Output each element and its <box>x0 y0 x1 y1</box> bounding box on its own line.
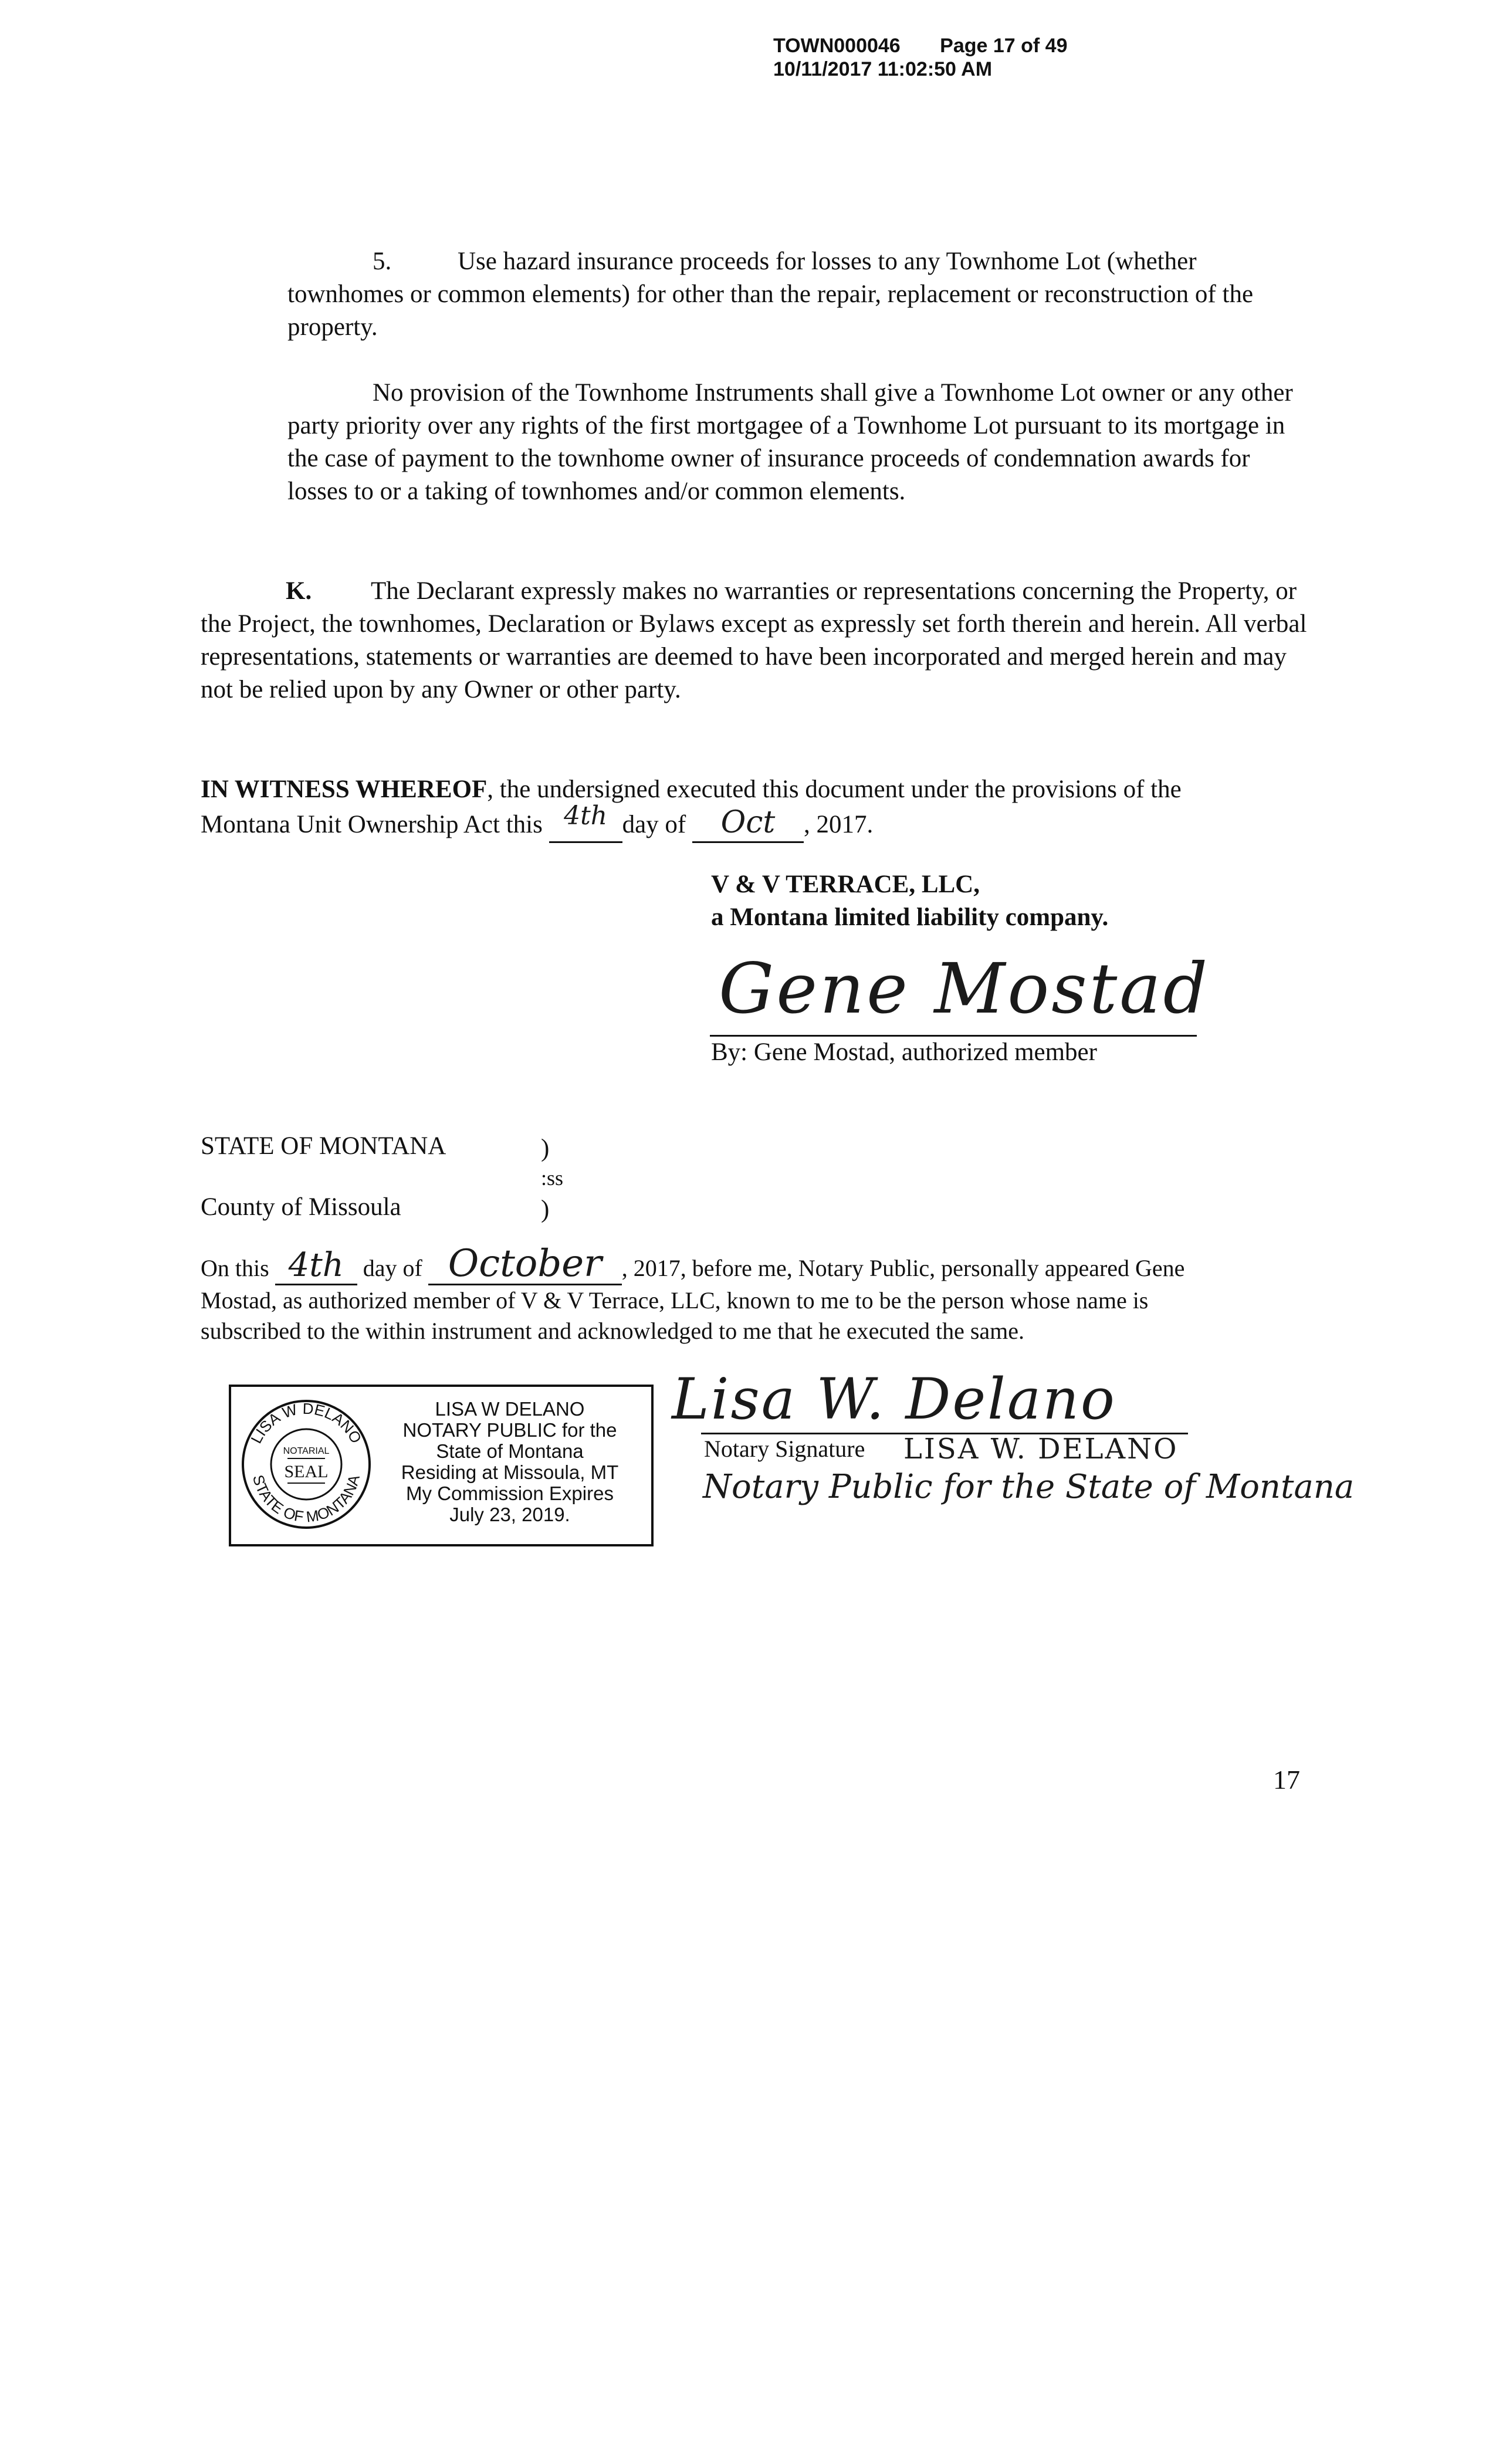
page-label: Page 17 of 49 <box>940 35 1068 57</box>
timestamp: 10/11/2017 11:02:50 AM <box>773 58 993 80</box>
witness-line1-rest: , the undersigned executed this document under the provisions of the <box>487 776 1182 803</box>
venue-paren-1: ) <box>541 1135 550 1162</box>
venue-county: County of Missoula <box>201 1193 401 1221</box>
stamp-notary-title: NOTARY PUBLIC for the <box>402 1419 617 1441</box>
ack-line1-rest: , 2017, before me, Notary Public, personally appeared Gene <box>621 1255 1185 1281</box>
notary-signature-label: Notary Signature <box>704 1436 865 1462</box>
venue-ss: :ss <box>541 1166 564 1190</box>
ack-day-blank <box>275 1246 357 1285</box>
seal-top-text: LISA W DELANO <box>247 1399 365 1447</box>
document-header <box>773 34 1184 81</box>
page-number: 17 <box>1273 1765 1300 1795</box>
ack-mid: day of <box>363 1255 422 1281</box>
seal-bottom-text: STATE OF MONTANA <box>249 1473 364 1526</box>
header-line-1 <box>773 34 1184 57</box>
stamp-notary-name: LISA W DELANO <box>435 1398 585 1420</box>
no-provision-paragraph <box>287 377 1308 508</box>
ack-line-1 <box>201 1242 1315 1285</box>
item-5-text: Use hazard insurance proceeds for losses to any Townhome Lot (whether townhomes or common elements) for other than the repair, replacement or reconstruction of the property. <box>287 248 1254 341</box>
ack-day-handwritten: 4th <box>288 1246 344 1284</box>
ack-line-3: subscribed to the within instrument and acknowledged to me that he executed the same. <box>201 1318 1025 1344</box>
no-provision-text: No provision of the Townhome Instruments shall give a Townhome Lot owner or any other party priority over any rights of the first mortgagee of a Townhome Lot pursuant to its mortgage in the case of payment to the townhome owner of insurance proceeds of condemnation awards for losses to or a taking of townhomes and/or common elements. <box>287 379 1293 505</box>
seal-notarial-text: NOTARIAL <box>283 1446 330 1456</box>
witness-month-blank <box>692 806 804 843</box>
item-5 <box>287 245 1308 344</box>
by-line: By: Gene Mostad, authorized member <box>711 1038 1097 1066</box>
witness-mid: day of <box>622 811 686 838</box>
document-id: TOWN000046 <box>773 35 901 57</box>
stamp-residing: Residing at Missoula, MT <box>401 1461 619 1483</box>
witness-day-blank <box>549 801 622 843</box>
witness-year: , 2017. <box>804 811 874 838</box>
ack-line-2: Mostad, as authorized member of V & V Terrace, LLC, known to me to be the person whose name is <box>201 1287 1149 1314</box>
witness-lead: IN WITNESS WHEREOF <box>201 776 488 803</box>
company-name: V & V TERRACE, LLC, <box>711 871 980 898</box>
stamp-commission: My Commission Expires <box>406 1483 614 1504</box>
section-k <box>201 575 1309 706</box>
witness-clause <box>201 773 1315 843</box>
signer-block <box>711 868 1298 934</box>
stamp-expires: July 23, 2019. <box>449 1504 570 1525</box>
notary-seal-icon <box>239 1397 373 1531</box>
gene-mostad-signature: Gene Mostad <box>719 948 1210 1029</box>
ack-month-handwritten: October <box>448 1242 602 1285</box>
witness-line-1 <box>201 773 1315 806</box>
seal-center-text: SEAL <box>284 1462 329 1481</box>
notary-stamp <box>229 1385 654 1546</box>
company-description: a Montana limited liability company. <box>711 903 1109 931</box>
acknowledgment <box>201 1242 1315 1346</box>
ack-pre: On this <box>201 1255 269 1281</box>
venue-state: STATE OF MONTANA <box>201 1132 446 1160</box>
notary-printed-name: LISA W. DELANO <box>903 1433 1179 1465</box>
stamp-notary-state: State of Montana <box>436 1440 584 1462</box>
ack-month-blank <box>428 1242 622 1285</box>
witness-line-2 <box>201 801 1315 843</box>
notary-handwritten-title: Notary Public for the State of Montana <box>703 1468 1355 1506</box>
witness-day-handwritten: 4th <box>564 801 608 831</box>
witness-month-handwritten: Oct <box>720 805 776 840</box>
witness-line2-pre: Montana Unit Ownership Act this <box>201 811 543 838</box>
item-5-number: 5. <box>373 248 392 275</box>
section-k-label: K. <box>286 577 312 605</box>
venue-paren-2: ) <box>541 1196 550 1223</box>
section-k-text: The Declarant expressly makes no warranties or representations concerning the Property, or the Project, the townhomes, Declaration or Bylaws except as expressly set forth therein and herein. All verbal representations, statements or warranties are deemed to have been incorporated and merged herein and may not be relied upon by any Owner or other party. <box>201 577 1307 703</box>
notary-stamp-text <box>378 1399 642 1525</box>
notary-handwritten-signature: Lisa W. Delano <box>672 1366 1116 1432</box>
